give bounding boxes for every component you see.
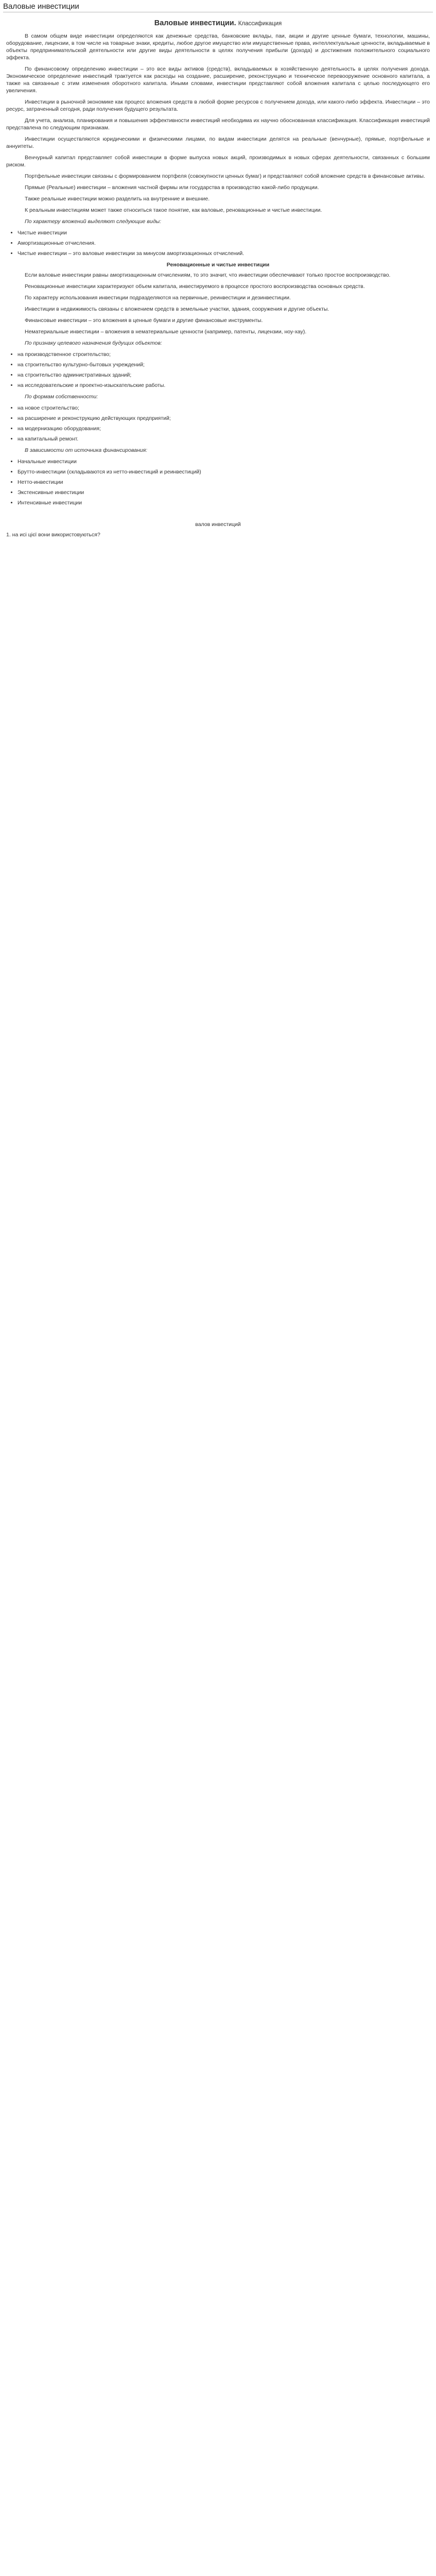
list-item: • Чистые инвестиции – это валовые инвестиции за минусом амортизационных отчислений. [18,250,430,257]
paragraph: К реальным инвестициям может также относиться такое понятие, как валовые, реновационные и чистые инвестиции. [25,207,322,213]
article [0,12,436,538]
paragraph: Прямые (Реальные) инвестиции – вложения частной фирмы или государства в производство какой-либо продукции. [25,184,319,191]
page-title: Валовые инвестиции [3,2,79,11]
paragraph: Также реальные инвестиции можно разделить на внутренние и внешние. [25,196,210,202]
paragraph: Инвестиции в недвижимость связаны с вложением средств в земельные участки, здания, сооружения и другие объекты. [25,306,329,312]
list-item: • Начальные инвестиции [18,458,430,465]
list-item: • на строительство культурно-бытовых учреждений; [18,361,430,368]
bullets-title: В зависимости от источника финансирования: [25,447,148,453]
list-item: • на расширение и реконструкцию действующих предприятий; [18,415,430,422]
source-list [6,458,430,506]
paragraph: Портфельные инвестиции связаны с формированием портфеля (совокупности ценных бумаг) и представляют собой вложение средств в финансовые активы. [25,173,425,179]
paragraph: По финансовому определению инвестиции – это все виды активов (средств), вкладываемых в хозяйственную деятельность в целях получения дохода. Экономическое определение инвестиций трактуется как расходы на создание, расширение, реконструкцию и техническое перевооружение основного капитала, а также на связанные с этим изменения оборотного капитала. Иными словами, инвестиции представляют собой вложения капитала с целью последующего его увеличения. [6,66,430,94]
list-intro: По характеру вложений выделяют следующие виды: [25,218,162,225]
list-item: • Брутто-инвестиции (складываются из нетто-инвестиций и реинвестиций) [18,468,430,476]
list-item: • на капитальный ремонт. [18,435,430,443]
list-item: • на новое строительство; [18,404,430,412]
article-heading-main: Валовые инвестиции. [154,19,236,27]
paragraph: Финансовые инвестиции – это вложения в ценные бумаги и другие финансовые инструменты. [25,317,263,324]
list-item: • на производственное строительство; [18,351,430,358]
footer-caption: валов инвестиций [195,521,241,528]
list-item: • Амортизационные отчисления. [18,240,430,247]
list-item: • Нетто-инвестиции [18,479,430,486]
ownership-list [6,404,430,443]
paragraph: В самом общем виде инвестиции определяются как денежные средства, банковские вклады, паи, акции и другие ценные бумаги, технологии, машины, оборудование, лицензии, в том числе на товарные знаки, кредиты, любое другое имущество или имущественные права, интеллектуальные ценности, вкладываемые в объекты предпринимательской деятельности или другие виды деятельности в целях получения прибыли (дохода) и достижения положительного социального эффекта. [6,33,430,61]
section-title: Реновационные и чистые инвестиции [166,262,270,268]
paragraph: Инвестиции осуществляются юридическими и физическими лицами, по видам инвестиции делятся на реальные (венчурные), прямые, портфельные и аннуитеты. [6,136,430,149]
paragraph: Если валовые инвестиции равны амортизационным отчислениям, то это значит, что инвестиции обеспечивают только простое воспроизводство. [25,272,391,278]
bullets-title: По признаку целевого назначения будущих объектов: [25,340,162,346]
article-heading [6,20,430,27]
list-item: • на строительство административных зданий; [18,371,430,379]
list-item: • на исследовательские и проектно-изыскательские работы. [18,382,430,389]
paragraph: Венчурный капитал представляет собой инвестиции в форме выпуска новых акций, производимых в новых сферах деятельности, связанных с большим риском. [6,155,430,168]
paragraph: Инвестиции в рыночной экономике как процесс вложения средств в любой форме ресурсов с получением дохода, или какого-либо эффекта. Инвестиции – это ресурс, затраченный сегодня, ради получения будущего результата. [6,99,430,112]
list-item: • Экстенсивные инвестиции [18,489,430,496]
purpose-list [6,351,430,389]
list-item: • на модернизацию оборудования; [18,425,430,432]
paragraph: Реновационные инвестиции характеризуют объем капитала, инвестируемого в процессе простого воспроизводства основных средств. [25,283,365,290]
article-heading-sub: Классификация [238,21,282,27]
list-item: • Чистые инвестиции [18,229,430,236]
paragraph: Нематериальные инвестиции – вложения в нематериальные ценности (например, патенты, лицензии, ноу-хау). [25,329,307,335]
bullets-title: По формам собственности: [25,394,98,400]
list-item: • Интенсивные инвестиции [18,499,430,506]
paragraph: Для учета, анализа, планирования и повышения эффективности инвестиций необходима их научно обоснованная классификация. Классификация инвестиций представлена по следующим признакам. [6,117,430,131]
types-list [6,229,430,257]
footer-question: 1. на исі цієї вони використовуються? [6,532,100,538]
paragraph: По характеру использования инвестиции подразделяются на первичные, реинвестиции и дезинвестиции. [25,295,291,301]
